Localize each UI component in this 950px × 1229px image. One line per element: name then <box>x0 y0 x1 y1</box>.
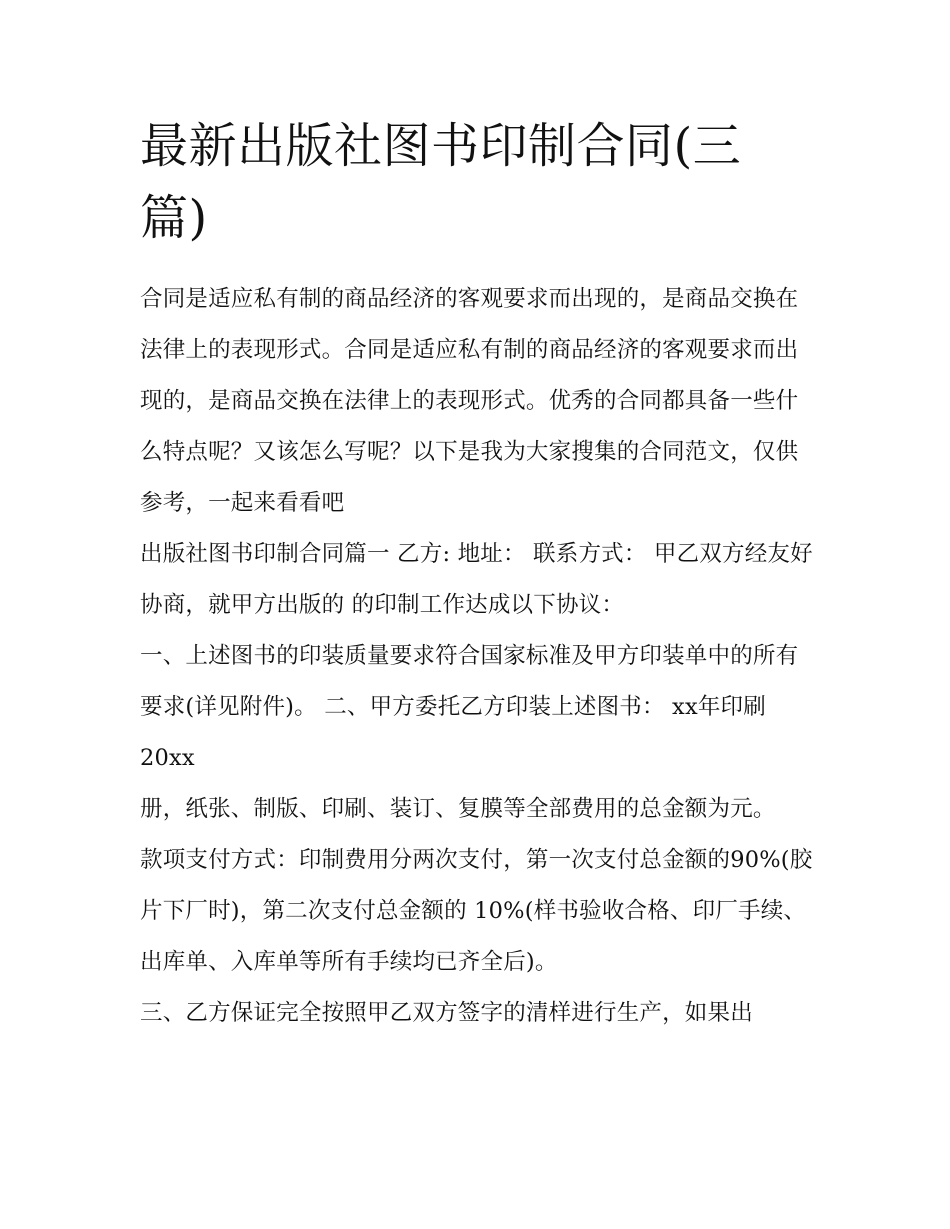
paragraph-payment-terms: 款项支付方式：印制费用分两次支付，第一次支付总金额的90%(胶片下厂时)，第二次支付总金额的 10%(样书验收合格、印厂手续、出库单、入库单等所有手续均已齐全后)。 <box>140 847 813 975</box>
document-body <box>140 110 820 1039</box>
paragraph-clause-one-two: 一、上述图书的印装质量要求符合国家标准及甲方印装单中的所有要求(详见附件)。 二、甲方委托乙方印装上述图书： xx年印刷 20xx <box>140 643 799 771</box>
paragraph-clause-three: 三、乙方保证完全按照甲乙双方签字的清样进行生产，如果出 <box>140 1000 753 1026</box>
paragraph-contract-parties: 出版社图书印制合同篇一 乙方: 地址： 联系方式： 甲乙双方经友好协商，就甲方出版的 的印制工作达成以下协议： <box>140 541 813 618</box>
paragraph-total-cost: 册，纸张、制版、印刷、装订、复膜等全部费用的总金额为元。 <box>140 796 776 822</box>
document-title: 最新出版社图书印制合同(三篇) <box>140 118 742 246</box>
paragraph-intro: 合同是适应私有制的商品经济的客观要求而出现的，是商品交换在法律上的表现形式。合同是适应私有制的商品经济的客观要求而出现的，是商品交换在法律上的表现形式。优秀的合同都具备一些什么特点呢？又该怎么写呢？以下是我为大家搜集的合同范文，仅供参考，一起来看看吧 <box>140 286 799 516</box>
